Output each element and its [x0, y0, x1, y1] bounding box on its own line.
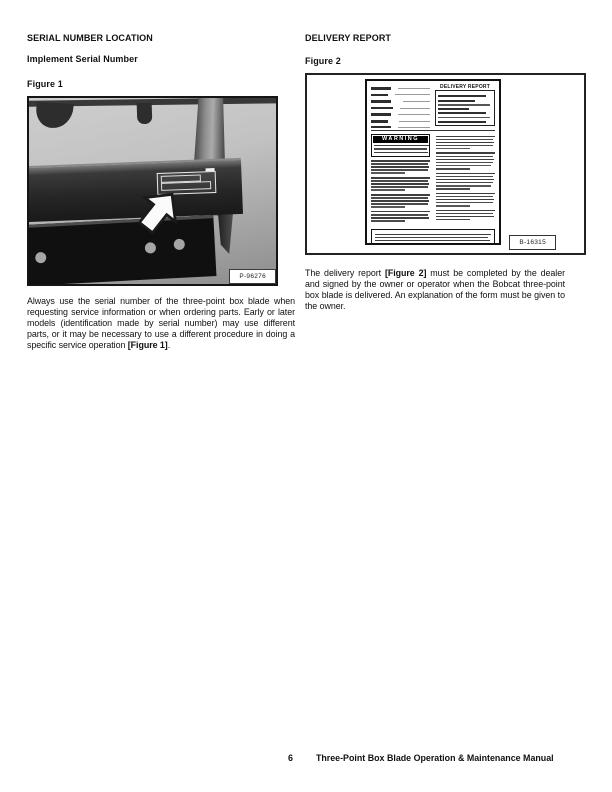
delivery-report-paragraph — [305, 268, 565, 312]
pointer-arrow-icon — [136, 188, 182, 234]
figure-2-reference: [Figure 2] — [384, 268, 427, 278]
report-text-block — [371, 160, 430, 174]
subsection-title-implement-serial-number: Implement Serial Number — [27, 54, 138, 64]
serial-number-paragraph — [27, 296, 295, 351]
figure-2-illustration — [305, 73, 586, 255]
figure-1-reference: [Figure 1] — [127, 340, 168, 350]
warning-box — [371, 134, 430, 157]
report-left-column — [371, 134, 430, 227]
report-text-block — [371, 194, 430, 208]
report-text-block — [436, 210, 495, 221]
manual-title: Three-Point Box Blade Operation & Maintenance Manual — [315, 753, 554, 763]
warning-text-lines — [373, 145, 428, 153]
report-text-block — [436, 136, 495, 150]
plate-chip — [205, 168, 214, 171]
right-column — [305, 33, 586, 312]
delivery-report-form — [365, 79, 501, 245]
report-title-block — [435, 84, 495, 128]
report-text-block — [371, 211, 430, 222]
paragraph-text: . — [167, 340, 171, 350]
bolt-hole — [35, 252, 47, 264]
figure-1-label: Figure 1 — [27, 79, 63, 89]
report-footer-box — [371, 229, 495, 245]
photo-blade-bar — [27, 215, 216, 286]
section-title-delivery-report: DELIVERY REPORT — [305, 33, 392, 43]
report-text-block — [436, 173, 495, 190]
left-column — [27, 33, 295, 351]
warning-label: WARNING — [373, 136, 428, 143]
photo-shackle-middle — [137, 103, 153, 125]
section-title-serial-number-location: SERIAL NUMBER LOCATION — [27, 33, 153, 43]
report-text-block — [436, 152, 495, 169]
page-footer — [288, 753, 554, 763]
bolt-hole — [173, 239, 185, 251]
page-number: 6 — [288, 753, 293, 763]
report-title-text: DELIVERY REPORT — [440, 84, 490, 90]
report-form-fields — [371, 84, 430, 128]
figure-1-photo — [27, 96, 278, 286]
report-header-section — [371, 84, 495, 131]
photo-shackle-left — [35, 102, 73, 129]
paragraph-text: must be completed by the dealer and signed by the owner or operator when the Bobcat three-point box blade is delivered. An explanation of the form must be given to the owner. — [305, 268, 565, 311]
report-right-column — [436, 134, 495, 227]
photo-reference-number: P-96276 — [229, 269, 276, 284]
illustration-reference-number: B-16315 — [509, 235, 556, 250]
bolt-hole — [145, 242, 157, 254]
paragraph-text: Always use the serial number of the three-point box blade when requesting service information or when ordering parts. Early or later models (identification made by serial number) may use different parts, or it may be necessary to use a different procedure in doing a specific service operation — [27, 296, 295, 350]
paragraph-text: The delivery report — [305, 268, 385, 278]
figure-2-label: Figure 2 — [305, 56, 341, 66]
report-body-section — [371, 134, 495, 227]
report-title-box — [435, 90, 495, 126]
report-text-block — [436, 193, 495, 207]
report-text-block — [371, 177, 430, 191]
